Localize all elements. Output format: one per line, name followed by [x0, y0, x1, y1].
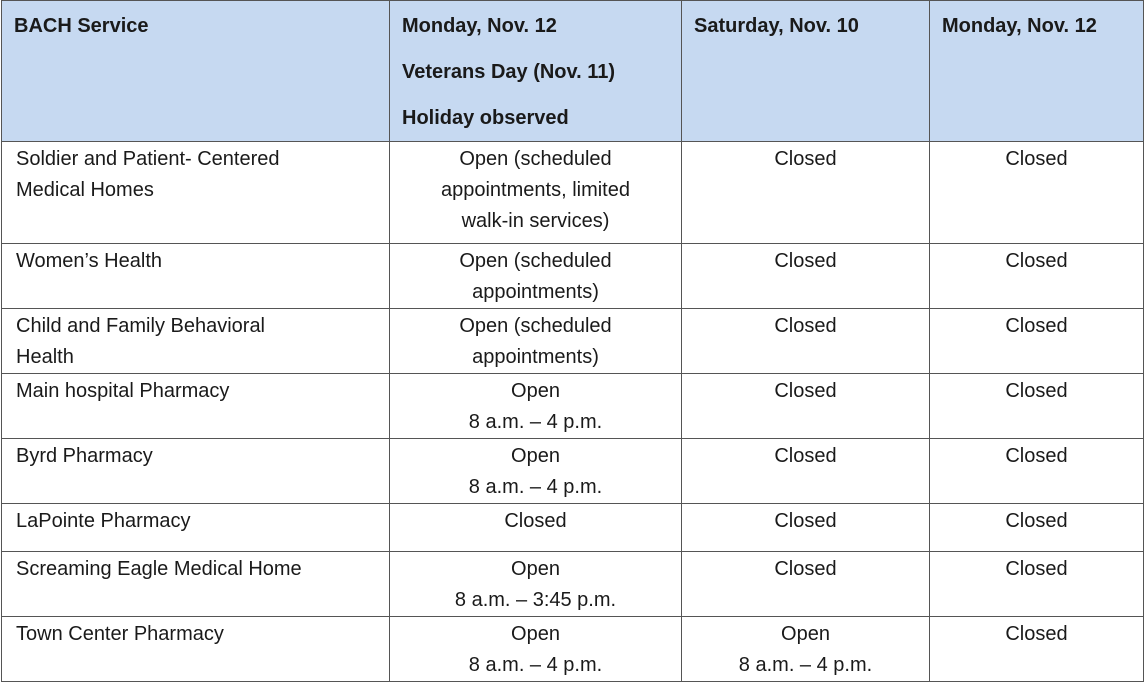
saturday-status-cell	[682, 552, 930, 617]
holiday-status-cell	[390, 552, 682, 617]
saturday-status-cell	[682, 504, 930, 552]
cell-text: Closed	[774, 510, 837, 532]
monday-status-cell	[930, 309, 1144, 374]
header-holiday-monday	[390, 1, 682, 142]
saturday-status-cell	[682, 439, 930, 504]
cell-text: 8 a.m. – 4 p.m.	[468, 654, 603, 676]
cell-text: Closed	[1005, 510, 1068, 532]
monday-status-cell	[930, 142, 1144, 244]
cell-text: Closed	[504, 510, 567, 532]
cell-text: Closed	[1005, 250, 1068, 272]
header-saturday	[682, 1, 930, 142]
cell-text: Closed	[774, 558, 837, 580]
table-row	[2, 374, 1144, 439]
service-cell	[2, 244, 390, 309]
monday-status-cell	[930, 504, 1144, 552]
monday-status-cell	[930, 617, 1144, 682]
cell-text: Closed	[774, 315, 837, 337]
header-text: Monday, Nov. 12	[402, 15, 557, 37]
header-row	[2, 1, 1144, 142]
cell-text: Town Center Pharmacy	[16, 623, 224, 645]
monday-status-cell	[930, 374, 1144, 439]
saturday-status-cell	[682, 244, 930, 309]
holiday-status-cell	[390, 374, 682, 439]
cell-text: Closed	[774, 380, 837, 402]
service-cell	[2, 309, 390, 374]
cell-text: appointments)	[472, 281, 599, 303]
holiday-status-cell	[390, 439, 682, 504]
table-row	[2, 504, 1144, 552]
table-row	[2, 617, 1144, 682]
table-row	[2, 244, 1144, 309]
monday-status-cell	[930, 244, 1144, 309]
cell-text: Closed	[1005, 148, 1068, 170]
cell-text: Open	[511, 558, 560, 580]
saturday-status-cell	[682, 617, 930, 682]
cell-text: Closed	[774, 148, 837, 170]
cell-text: Open	[511, 380, 560, 402]
cell-text: Closed	[1005, 558, 1068, 580]
cell-text: 8 a.m. – 4 p.m.	[738, 654, 873, 676]
holiday-schedule-table	[1, 0, 1144, 682]
monday-status-cell	[930, 552, 1144, 617]
cell-text: Soldier and Patient- Centered	[16, 148, 280, 170]
cell-text: Closed	[1005, 445, 1068, 467]
service-cell	[2, 552, 390, 617]
header-text: Holiday observed	[402, 107, 569, 129]
cell-text: 8 a.m. – 4 p.m.	[468, 476, 603, 498]
header-text: BACH Service	[14, 15, 149, 37]
cell-text: Health	[16, 346, 74, 368]
saturday-status-cell	[682, 374, 930, 439]
cell-text: 8 a.m. – 3:45 p.m.	[454, 589, 617, 611]
cell-text: Closed	[1005, 380, 1068, 402]
holiday-status-cell	[390, 504, 682, 552]
holiday-status-cell	[390, 142, 682, 244]
saturday-status-cell	[682, 309, 930, 374]
cell-text: Closed	[774, 445, 837, 467]
service-cell	[2, 439, 390, 504]
header-text: Veterans Day (Nov. 11)	[402, 61, 616, 83]
cell-text: Closed	[774, 250, 837, 272]
service-cell	[2, 504, 390, 552]
schedule-body	[2, 142, 1144, 682]
service-cell	[2, 142, 390, 244]
cell-text: Screaming Eagle Medical Home	[16, 558, 302, 580]
saturday-status-cell	[682, 142, 930, 244]
cell-text: Closed	[1005, 315, 1068, 337]
cell-text: Open	[511, 623, 560, 645]
cell-text: appointments, limited	[441, 179, 630, 201]
cell-text: Open (scheduled	[459, 250, 612, 272]
service-cell	[2, 374, 390, 439]
header-service	[2, 1, 390, 142]
cell-text: Medical Homes	[16, 179, 154, 201]
holiday-status-cell	[390, 244, 682, 309]
cell-text: Open	[511, 445, 560, 467]
cell-text: appointments)	[472, 346, 599, 368]
table-row	[2, 309, 1144, 374]
cell-text: Child and Family Behavioral	[16, 315, 266, 337]
header-monday	[930, 1, 1144, 142]
header-text: Monday, Nov. 12	[942, 15, 1097, 37]
service-cell	[2, 617, 390, 682]
cell-text: walk-in services)	[461, 210, 610, 232]
cell-text: Open (scheduled	[459, 148, 612, 170]
table-row	[2, 552, 1144, 617]
cell-text: 8 a.m. – 4 p.m.	[468, 411, 603, 433]
cell-text: Closed	[1005, 623, 1068, 645]
table-row	[2, 439, 1144, 504]
header-text: Saturday, Nov. 10	[694, 15, 859, 37]
table-row	[2, 142, 1144, 244]
monday-status-cell	[930, 439, 1144, 504]
cell-text: LaPointe Pharmacy	[16, 510, 191, 532]
cell-text: Open	[781, 623, 830, 645]
cell-text: Open (scheduled	[459, 315, 612, 337]
holiday-status-cell	[390, 309, 682, 374]
cell-text: Byrd Pharmacy	[16, 445, 153, 467]
cell-text: Main hospital Pharmacy	[16, 380, 230, 402]
holiday-status-cell	[390, 617, 682, 682]
cell-text: Women’s Health	[16, 250, 162, 272]
